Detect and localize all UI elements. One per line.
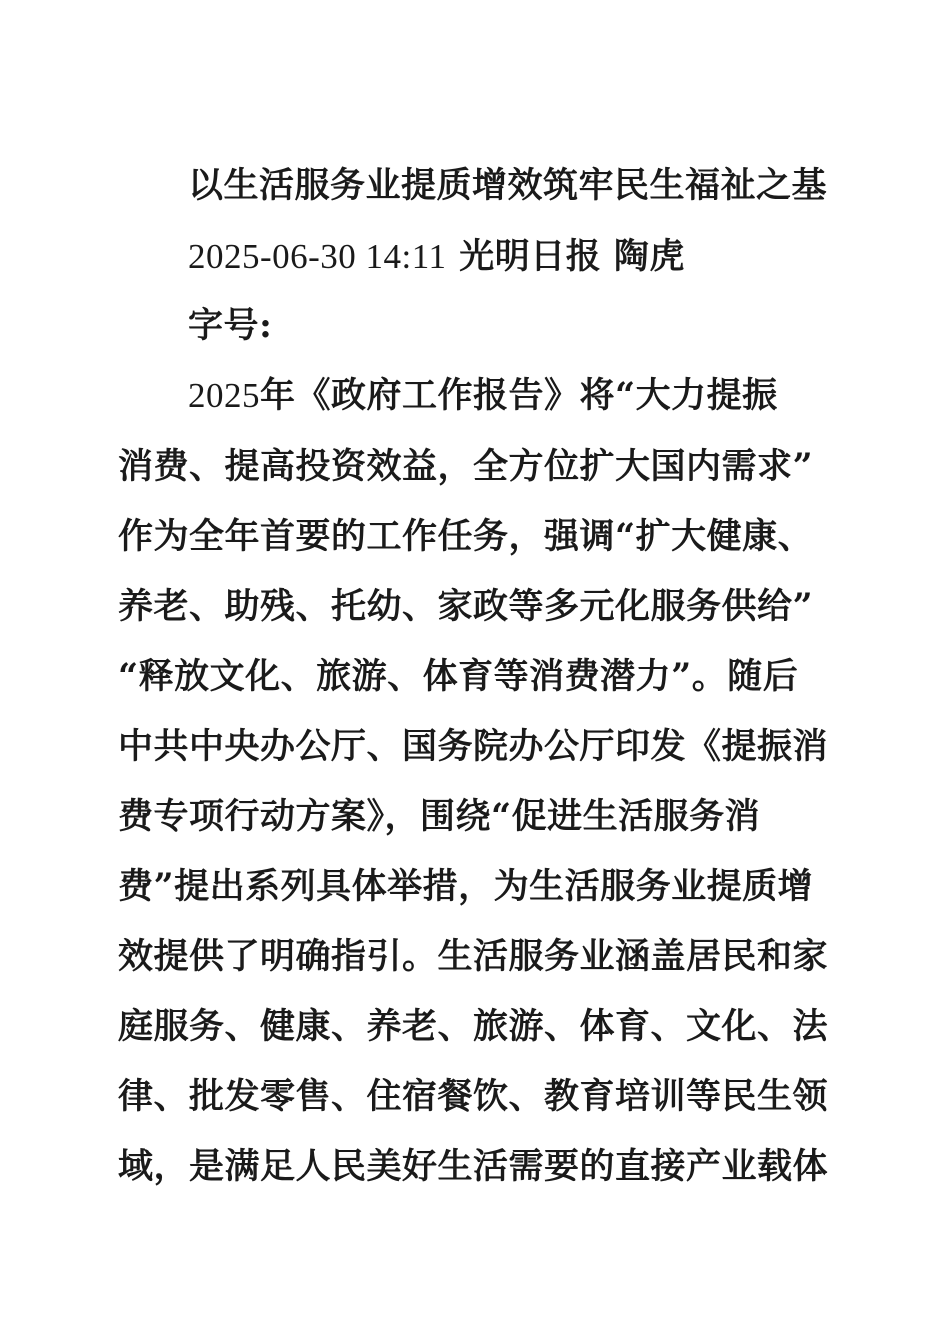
body-line-4-text: 养老、助残、托幼、家政等多元化服务供给” bbox=[118, 586, 814, 627]
body-line-1-text: 年《政府工作报告》将“大力提振 bbox=[260, 375, 778, 416]
body-line-7-text: 费专项行动方案》，围绕“促进生活服务消 bbox=[118, 796, 761, 837]
body-line-1 bbox=[188, 361, 830, 431]
body-line-3-text: 作为全年首要的工作任务，强调“扩大健康、 bbox=[118, 516, 814, 557]
body-line-2 bbox=[118, 432, 830, 502]
body-line-12 bbox=[118, 1132, 830, 1202]
source-author: 光明日报 陶虎 bbox=[459, 236, 685, 277]
article-title-text: 以生活服务业提质增效筑牢民生福祉之基 bbox=[188, 165, 828, 206]
article-meta bbox=[188, 222, 830, 292]
body-line-6-text: 中共中央办公厅、国务院办公厅印发《提振消 bbox=[118, 726, 829, 767]
body-line-7 bbox=[118, 782, 830, 852]
publish-datetime: 2025-06-30 14:11 bbox=[188, 237, 447, 276]
body-line-8 bbox=[118, 852, 830, 922]
body-lead-year: 2025 bbox=[188, 376, 260, 415]
font-size-label-text: 字号: bbox=[188, 305, 273, 346]
font-size-label bbox=[188, 291, 830, 361]
body-line-11 bbox=[118, 1062, 830, 1132]
body-line-5-text: “释放文化、旅游、体育等消费潜力”。随后 bbox=[118, 656, 799, 697]
body-line-2-text: 消费、提高投资效益，全方位扩大国内需求” bbox=[118, 446, 814, 487]
body-line-6 bbox=[118, 712, 830, 782]
body-line-8-text: 费”提出系列具体举措，为生活服务业提质增 bbox=[118, 866, 814, 907]
body-line-9-text: 效提供了明确指引。生活服务业涵盖居民和家 bbox=[118, 936, 829, 977]
body-line-10 bbox=[118, 992, 830, 1062]
body-line-11-text: 律、批发零售、住宿餐饮、教育培训等民生领 bbox=[118, 1076, 829, 1117]
body-line-3 bbox=[118, 502, 830, 572]
body-line-5 bbox=[118, 642, 830, 712]
article-title bbox=[188, 151, 830, 221]
body-line-9 bbox=[118, 922, 830, 992]
body-line-4 bbox=[118, 572, 830, 642]
body-line-10-text: 庭服务、健康、养老、旅游、体育、文化、法 bbox=[118, 1006, 829, 1047]
body-line-12-text: 域，是满足人民美好生活需要的直接产业载体 bbox=[118, 1146, 829, 1187]
